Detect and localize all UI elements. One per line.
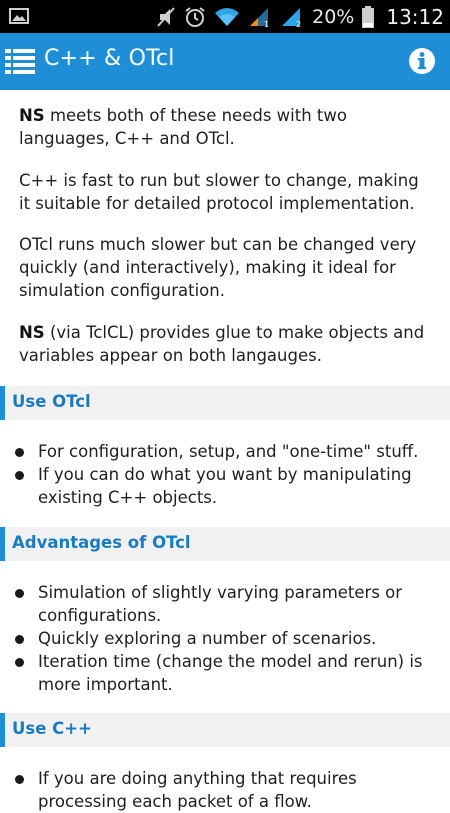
- svg-text:2: 2: [296, 19, 302, 29]
- info-icon[interactable]: [408, 47, 436, 75]
- list-item: For configuration, setup, and "one-time" stuff.: [0, 440, 450, 463]
- bullet-list: [0, 581, 450, 696]
- list-item: If you can do what you want by manipulating existing C++ objects.: [0, 463, 450, 509]
- intro-paragraph: C++ is fast to run but slower to change, making it suitable for detailed protocol implementation.: [19, 171, 419, 213]
- list-item: If you are doing anything that requires processing each packet of a flow.: [0, 767, 450, 813]
- signal-2-icon: [280, 6, 304, 28]
- app-bar: [0, 33, 450, 90]
- page-title: C++ & OTcl: [44, 46, 175, 71]
- content-scroll[interactable]: [0, 90, 450, 811]
- gallery-notification-icon: [9, 8, 29, 24]
- intro-paragraph: OTcl runs much slower but can be changed very quickly (and interactively), making it ideal for simulation configuration.: [19, 235, 417, 300]
- bullet-icon: [15, 658, 24, 667]
- bullet-icon: [15, 471, 24, 480]
- bullet-icon: [15, 589, 24, 598]
- clock: 13:12: [386, 4, 444, 29]
- svg-text:1: 1: [264, 19, 270, 29]
- bullet-list: [0, 440, 450, 509]
- battery-percent: 20%: [312, 5, 355, 28]
- alarm-icon: [184, 6, 206, 28]
- list-item: Simulation of slightly varying parameters or configurations.: [0, 581, 450, 627]
- section-header-use-otcl: Use OTcl: [0, 386, 450, 420]
- signal-1-icon: [248, 6, 272, 28]
- intro-paragraph: NS meets both of these needs with two languages, C++ and OTcl.: [19, 106, 347, 148]
- battery-icon: [362, 6, 374, 28]
- status-bar: [0, 0, 450, 33]
- list-menu-icon[interactable]: [4, 46, 36, 76]
- wifi-icon: [214, 6, 240, 28]
- section-header-advantages-otcl: Advantages of OTcl: [0, 527, 450, 561]
- section-header-use-cpp: Use C++: [0, 713, 450, 747]
- list-item: Quickly exploring a number of scenarios.: [0, 627, 450, 650]
- mute-icon: [156, 6, 176, 28]
- intro-paragraph: NS (via TclCL) provides glue to make objects and variables appear on both langauges.: [19, 323, 425, 365]
- list-item: Iteration time (change the model and rerun) is more important.: [0, 650, 450, 696]
- bullet-icon: [15, 635, 24, 644]
- bullet-list: [0, 767, 450, 813]
- bullet-icon: [15, 775, 24, 784]
- bullet-icon: [15, 448, 24, 457]
